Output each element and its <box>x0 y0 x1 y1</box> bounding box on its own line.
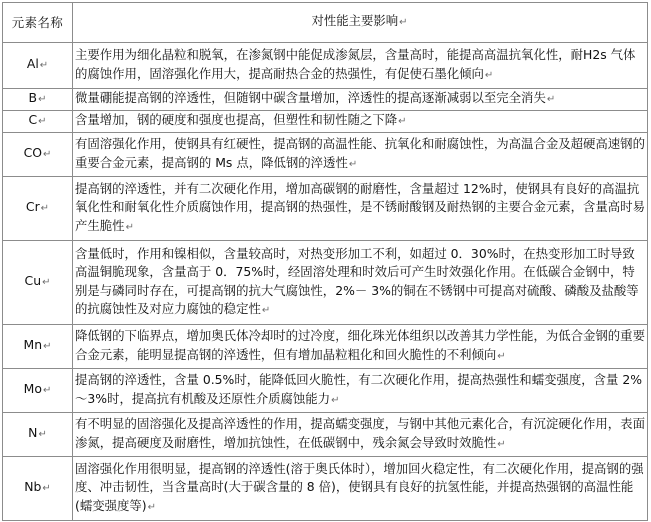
effect-text: 提高钢的淬透性，含量 0.5%时，能降低回火脆性，有二次硬化作用，提高热强性和蠕变强度，含量 2%～3%时，提高抗有机酸及还原性介质腐蚀能力 <box>75 372 643 406</box>
element-symbol: N <box>28 425 38 441</box>
effect-text: 有不明显的固溶强化及提高淬透性的作用，提高蠕变强度，与钢中其他元素化合，有沉淀硬化作用，表面渗氮，提高硬度及耐磨性，增加抗蚀性，在低碳钢中，残余氮会导致时效脆性 <box>75 416 645 450</box>
effect-cell <box>73 89 648 111</box>
table-row-co <box>3 133 648 177</box>
paragraph-mark-icon: ↵ <box>497 350 506 362</box>
table-row-n <box>3 413 648 457</box>
element-cell <box>3 177 73 241</box>
effect-cell <box>73 111 648 133</box>
effect-text: 含量增加，钢的硬度和强度也提高，但塑性和韧性随之下降 <box>75 112 398 128</box>
effect-cell <box>73 457 648 521</box>
element-cell <box>3 457 73 521</box>
element-cell <box>3 241 73 325</box>
element-symbol: Cr <box>25 199 40 215</box>
element-symbol: Al <box>26 56 39 72</box>
table-row-mn <box>3 325 648 369</box>
effect-cell <box>73 413 648 457</box>
paragraph-mark-icon: ↵ <box>42 385 52 397</box>
effect-cell <box>73 43 648 89</box>
paragraph-mark-icon: ↵ <box>546 94 556 106</box>
paragraph-mark-icon: ↵ <box>43 149 52 161</box>
paragraph-mark-icon: ↵ <box>38 116 47 128</box>
element-symbol: Nb <box>24 479 42 495</box>
paragraph-mark-icon: ↵ <box>147 501 157 513</box>
element-cell <box>3 325 73 369</box>
paragraph-mark-icon: ↵ <box>42 277 51 289</box>
paragraph-mark-icon: ↵ <box>43 341 52 353</box>
effect-cell <box>73 369 648 413</box>
effect-cell <box>73 325 648 369</box>
paragraph-mark-icon: ↵ <box>348 158 358 170</box>
paragraph-mark-icon: ↵ <box>497 438 506 450</box>
effect-text: 固溶强化作用很明显，提高钢的淬透性(溶于奥氏体时），增加回火稳定性，有二次硬化作用，提高钢的强度、冲击韧性，当含量高时(大于碳含量的 8 倍)，使钢具有良好的抗氢性能，并提高热强钢的高温性能(蠕变强度等) <box>75 460 644 513</box>
effect-text: 含量低时，作用和镍相似，含量较高时，对热变形加工不利，如超过 0．30%时，在热变形加工时导致高温铜脆现象，含量高于 0．75%时，经固溶处理和时效后可产生时效强化作用。在低碳合金钢中，特别是与磷同时存在，可提高钢的抗大气腐蚀性，2%－ 3%的铜在不锈钢中可提高对硫酸、磷酸及盐酸等的抗腐蚀性及对应力腐蚀的稳定性 <box>75 245 639 316</box>
header-effect-cell <box>73 3 648 43</box>
paragraph-mark-icon: ↵ <box>42 483 51 495</box>
header-effect-label: 对性能主要影响 <box>311 13 399 29</box>
element-symbol: C <box>28 112 38 128</box>
alloy-element-table <box>2 2 648 521</box>
element-cell <box>3 369 73 413</box>
paragraph-mark-icon: ↵ <box>40 203 50 215</box>
paragraph-mark-icon: ↵ <box>484 69 494 81</box>
effect-text: 主要作用为细化晶粒和脱氧，在渗氮钢中能促成渗氮层，含量高时，能提高高温抗氧化性，耐H2s 气体的腐蚀作用，固溶强化作用大，提高耐热合金的热强性，有促使石墨化倾向 <box>75 47 636 81</box>
paragraph-mark-icon: ↵ <box>39 60 49 72</box>
paragraph-mark-icon: ↵ <box>38 94 47 106</box>
paragraph-mark-icon: ↵ <box>399 17 408 29</box>
element-symbol: Cu <box>24 273 42 289</box>
element-cell <box>3 43 73 89</box>
paragraph-mark-icon: ↵ <box>331 394 340 406</box>
element-cell <box>3 413 73 457</box>
header-element-label: 元素名称 <box>11 15 64 30</box>
paragraph-mark-icon: ↵ <box>38 429 47 441</box>
element-symbol: B <box>28 90 38 106</box>
element-symbol: CO <box>23 145 42 161</box>
table-row-cr <box>3 177 648 241</box>
effect-text: 微量硼能提高钢的淬透性，但随钢中碳含量增加，淬透性的提高逐渐减弱以至完全消失 <box>75 90 546 106</box>
effect-text: 提高钢的淬透性，并有二次硬化作用，增加高碳钢的耐磨性，含量超过 12%时，使钢具有良好的高温抗氧化性和耐氧化性介质腐蚀作用，提高钢的热强性，是不锈耐酸钢及耐热钢的主要合金元素，含量高时易产生脆性 <box>75 180 645 233</box>
effect-cell <box>73 177 648 241</box>
table-row-cu <box>3 241 648 325</box>
table-row-al <box>3 43 648 89</box>
paragraph-mark-icon: ↵ <box>398 116 407 128</box>
table-row-c <box>3 111 648 133</box>
paragraph-mark-icon: ↵ <box>261 304 271 316</box>
effect-text: 有固溶强化作用，使钢具有红硬性，提高钢的高温性能、抗氧化和耐腐蚀性，为高温合金及超硬高速钢的重要合金元素，提高钢的 Ms 点，降低钢的淬透性 <box>75 136 645 170</box>
table-header-row <box>3 3 648 43</box>
element-symbol: Mo <box>23 381 42 397</box>
table-row-nb <box>3 457 648 521</box>
element-cell <box>3 133 73 177</box>
element-cell <box>3 111 73 133</box>
element-symbol: Mn <box>23 337 43 353</box>
effect-text: 降低钢的下临界点，增加奥氏体冷却时的过冷度，细化珠光体组织以改善其力学性能，为低合金钢的重要合金元素，能明显提高钢的淬透性，但有增加晶粒粗化和回火脆性的不利倾向 <box>75 328 645 362</box>
effect-cell <box>73 133 648 177</box>
table-row-b <box>3 89 648 111</box>
header-element-cell <box>3 3 73 43</box>
paragraph-mark-icon: ↵ <box>125 221 134 233</box>
element-cell <box>3 89 73 111</box>
table-row-mo <box>3 369 648 413</box>
effect-cell <box>73 241 648 325</box>
